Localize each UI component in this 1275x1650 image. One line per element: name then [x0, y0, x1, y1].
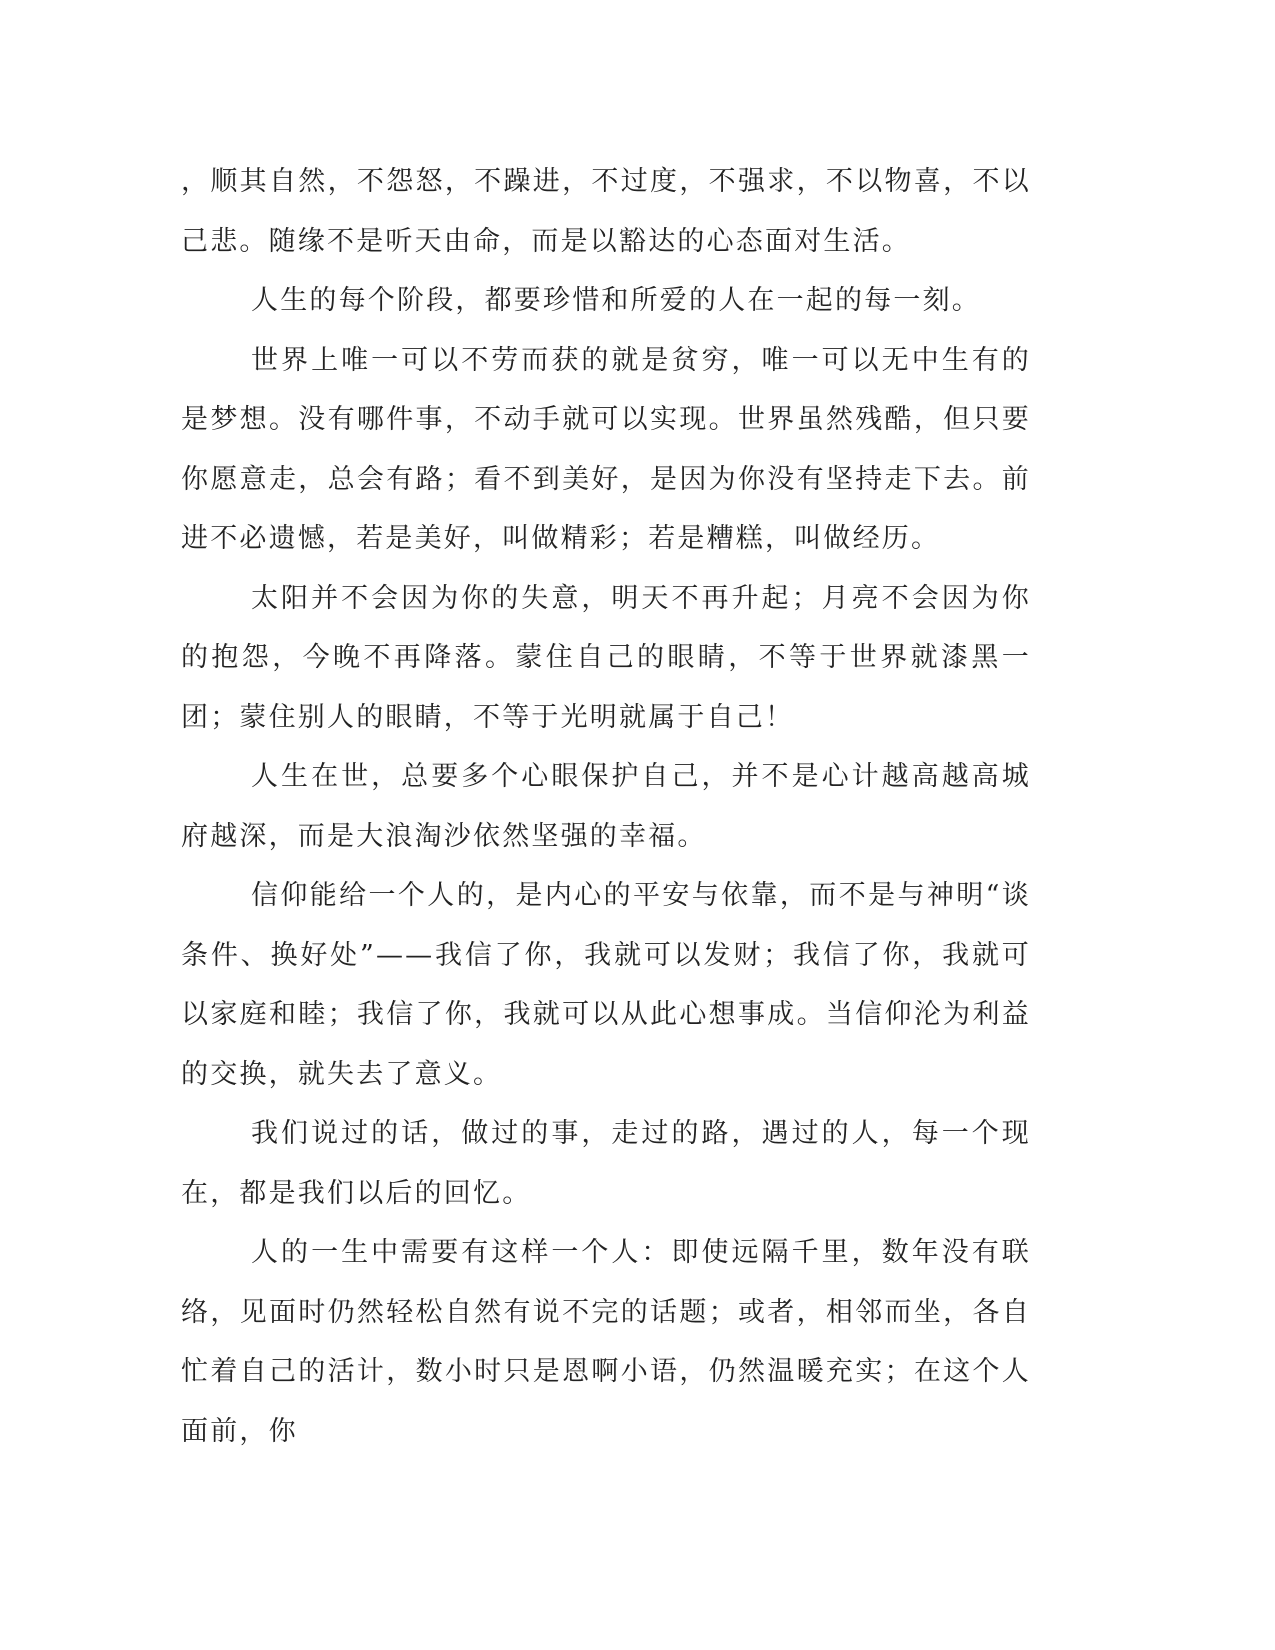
paragraph-3: 世界上唯一可以不劳而获的就是贫穷，唯一可以无中生有的是梦想。没有哪件事，不动手就可以实现。世界虽然残酷，但只要你愿意走，总会有路；看不到美好，是因为你没有坚持走下去。前进不必遗憾，若是美好，叫做精彩；若是糟糕，叫做经历。 [181, 344, 1031, 554]
document-body [181, 152, 1031, 1461]
paragraph-1: ，顺其自然，不怨怒，不躁进，不过度，不强求，不以物喜，不以己悲。随缘不是听天由命，而是以豁达的心态面对生活。 [181, 166, 1031, 257]
paragraph-7: 我们说过的话，做过的事，走过的路，遇过的人，每一个现在，都是我们以后的回忆。 [181, 1118, 1031, 1209]
paragraph-6: 信仰能给一个人的，是内心的平安与依靠，而不是与神明“谈条件、换好处”——我信了你，我就可以发财；我信了你，我就可以家庭和睦；我信了你，我就可以从此心想事成。当信仰沦为利益的交换，就失去了意义。 [181, 880, 1031, 1090]
paragraph-8: 人的一生中需要有这样一个人：即使远隔千里，数年没有联络，见面时仍然轻松自然有说不完的话题；或者，相邻而坐，各自忙着自己的活计，数小时只是恩啊小语，仍然温暖充实；在这个人面前，你 [181, 1237, 1031, 1447]
paragraph-4: 太阳并不会因为你的失意，明天不再升起；月亮不会因为你的抱怨，今晚不再降落。蒙住自己的眼睛，不等于世界就漆黑一团；蒙住别人的眼睛，不等于光明就属于自己！ [181, 582, 1031, 733]
paragraph-5: 人生在世，总要多个心眼保护自己，并不是心计越高越高城府越深，而是大浪淘沙依然坚强的幸福。 [181, 761, 1031, 852]
paragraph-2: 人生的每个阶段，都要珍惜和所爱的人在一起的每一刻。 [251, 285, 981, 316]
